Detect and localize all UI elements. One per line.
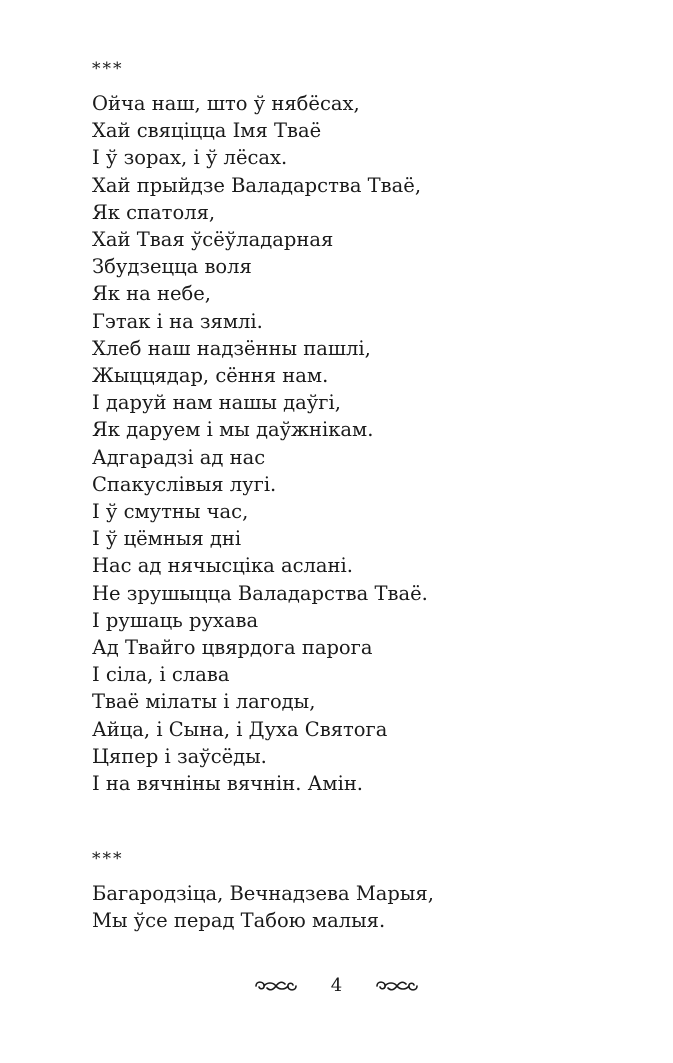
poem-line: Багародзіца, Вечнадзева Марыя, — [92, 882, 434, 905]
poem-lines — [92, 90, 612, 797]
poem-line: Не зрушыцца Валадарства Тваё. — [92, 581, 428, 605]
page-footer — [0, 975, 673, 997]
poem-line: І ў зорах, і ў лёсах. — [92, 146, 288, 170]
poem-line: Хай свяціцца Імя Тваё — [92, 119, 322, 143]
poem-line: Хай Твая ўсёўладарная — [92, 228, 334, 252]
poem-line: Хай прыйдзе Валадарства Тваё, — [92, 173, 422, 197]
poem-line: І ў цёмныя дні — [92, 527, 242, 551]
poem-line: Цяпер і заўсёды. — [92, 744, 267, 768]
poem-line: Гэтак і на зямлі. — [92, 309, 263, 333]
poem-line: Як спатоля, — [92, 200, 216, 224]
poem-line: Адгарадзі ад нас — [92, 445, 266, 469]
section-separator: *** — [92, 849, 124, 869]
poem-line: І даруй нам нашы даўгі, — [92, 391, 341, 415]
poem-line: І ў смутны час, — [92, 500, 249, 524]
poem-lords-prayer — [92, 60, 612, 797]
poem-line: Хлеб наш надзённы пашлі, — [92, 336, 371, 360]
poem-line: І на вячніны вячнін. Амін. — [92, 772, 364, 796]
poem-line: І сіла, і слава — [92, 663, 230, 687]
poem-line: Жыццядар, сёння нам. — [92, 364, 329, 388]
poem-line: І рушаць рухава — [92, 608, 259, 632]
poem-line: Мы ўсе перад Табою малыя. — [92, 909, 386, 933]
poem-theotokos — [92, 850, 612, 934]
poem-line: Спакуслівыя лугі. — [92, 472, 277, 496]
poem-line: Ойча наш, што ў нябёсах, — [92, 92, 360, 115]
swirl-ornament-icon — [374, 977, 420, 995]
poem-line: Нас ад нячысціка аслані. — [92, 554, 353, 578]
poem-line: Тваё мілаты і лагоды, — [92, 690, 316, 714]
section-separator: *** — [92, 59, 124, 79]
poem-line: Як даруем і мы даўжнікам. — [92, 418, 374, 442]
page-number: 4 — [330, 975, 343, 996]
poem-lines — [92, 880, 612, 934]
poem-line: Як на небе, — [92, 282, 211, 306]
poem-line: Айца, і Сына, і Духа Святога — [92, 717, 388, 741]
poem-line: Збудзецца воля — [92, 255, 252, 279]
poem-line: Ад Твайго цвярдога парога — [92, 636, 373, 660]
swirl-ornament-icon — [253, 977, 299, 995]
